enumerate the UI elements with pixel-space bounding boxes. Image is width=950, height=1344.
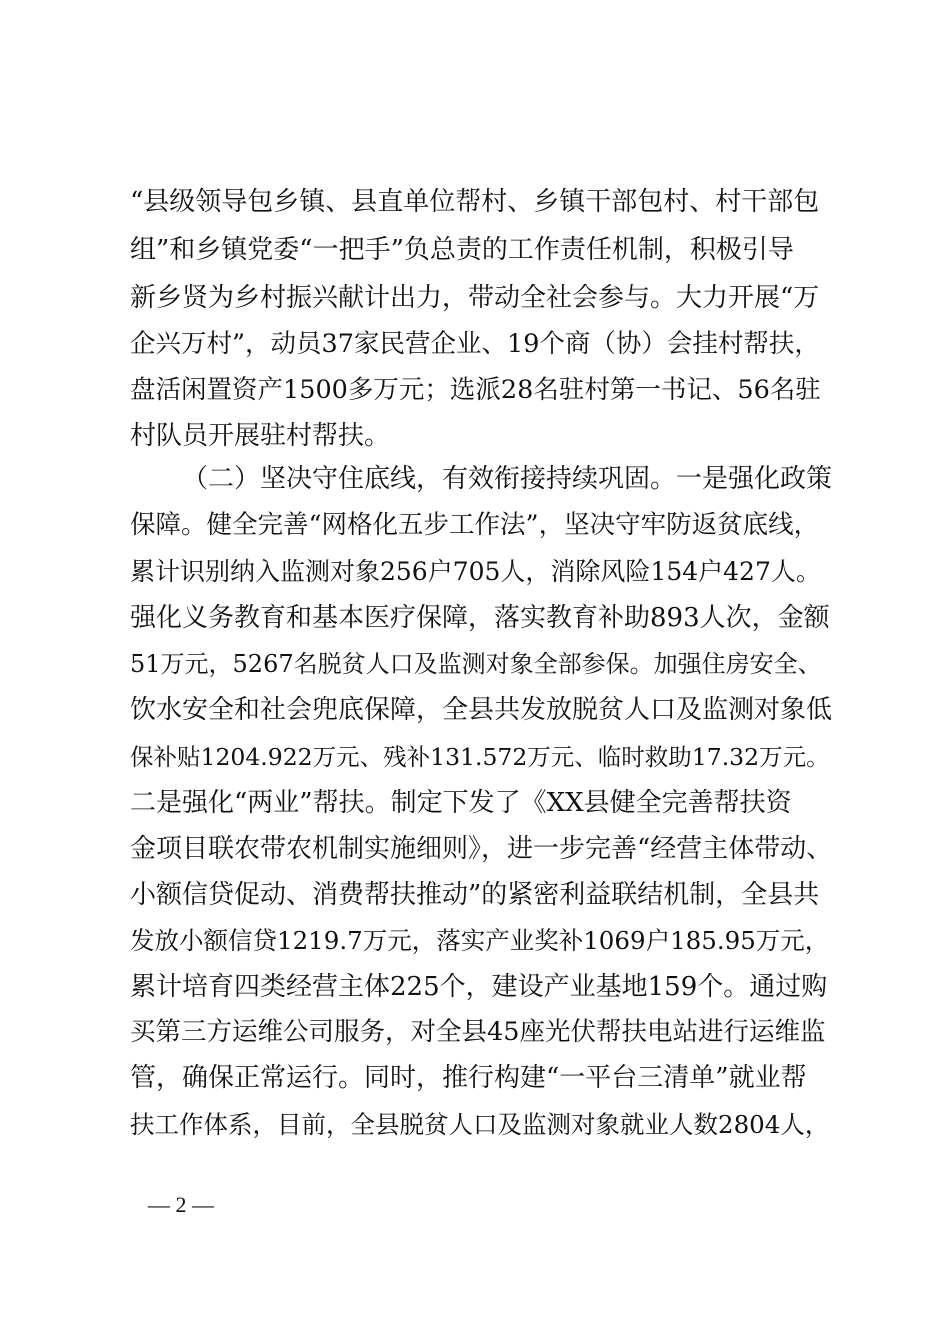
text-line-10: 强化义务教育和基本医疗保障，落实教育补助893人次，金额 [130, 603, 830, 633]
text-line-21: 扶工作体系，目前，全县脱贫人口及监测对象就业人数2804人， [130, 1110, 830, 1139]
text-line-18: 累计培育四类经营主体225个，建设产业基地159个。通过购 [130, 972, 828, 1002]
text-line-5: 盘活闲置资产1500多万元；选派28名驻村第一书记、56名驻 [130, 375, 821, 405]
text-line-13: 保补贴1204.922万元、残补131.572万元、临时救助17.32万元。 [130, 743, 830, 771]
text-line-2: 组”和乡镇党委“一把手”负总责的工作责任机制，积极引导 [130, 235, 794, 265]
text-line-12: 饮水安全和社会兜底保障，全县共发放脱贫人口及监测对象低 [130, 695, 833, 725]
text-line-9: 累计识别纳入监测对象256户705人，消除风险154户427人。 [130, 557, 821, 586]
text-line-17: 发放小额信贷1219.7万元，落实产业奖补1069户185.95万元， [130, 926, 830, 955]
text-line-14: 二是强化“两业”帮扶。制定下发了《XX县健全完善帮扶资 [130, 788, 792, 818]
text-line-8: 保障。健全完善“网格化五步工作法”，坚决守牢防返贫底线， [130, 510, 820, 540]
section-heading-line: （二）坚决守住底线，有效衔接持续巩固。一是强化政策 [182, 464, 833, 494]
text-line-4: 企兴万村”，动员37家民营企业、19个商（协）会挂村帮扶， [130, 329, 820, 359]
text-line-11: 51万元，5267名脱贫人口及监测对象全部参保。加强住房安全、 [130, 650, 822, 678]
text-line-1: “县级领导包乡镇、县直单位帮村、乡镇干部包村、村干部包 [130, 187, 820, 217]
page-number: — 2 — [148, 1192, 214, 1217]
text-line-3: 新乡贤为乡村振兴献计出力，带动全社会参与。大力开展“万 [130, 283, 820, 313]
text-line-20: 管，确保正常运行。同时，推行构建“一平台三清单”就业帮 [130, 1063, 807, 1093]
text-line-15: 金项目联农带农机制实施细则》，进一步完善“经营主体带动、 [130, 834, 833, 864]
text-line-16: 小额信贷促动、消费帮扶推动”的紧密利益联结机制，全县共 [130, 880, 820, 910]
text-line-19: 买第三方运维公司服务，对全县45座光伏帮扶电站进行运维监 [130, 1017, 826, 1047]
text-line-6: 村队员开展驻村帮扶。 [130, 421, 391, 451]
